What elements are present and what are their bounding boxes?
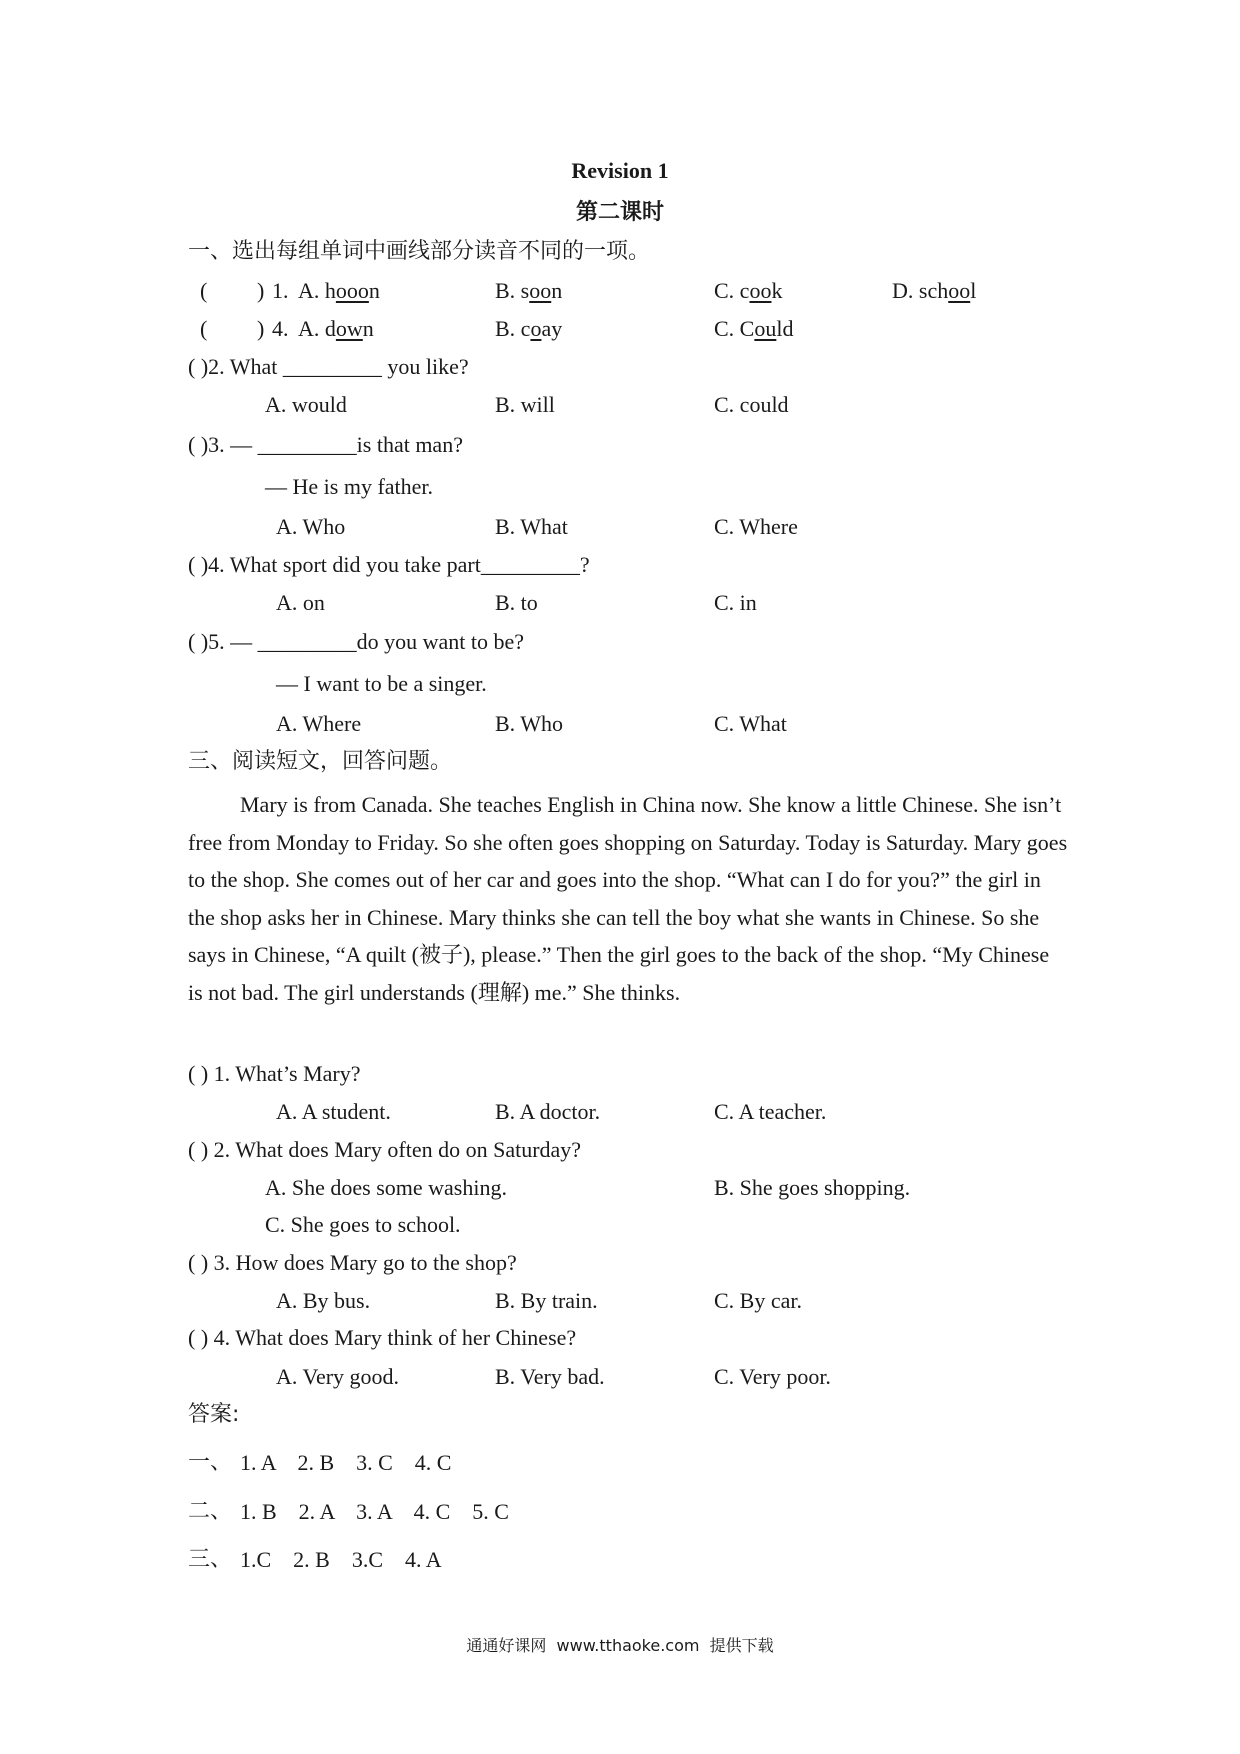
answer-paren-open: (: [200, 278, 208, 303]
option-a: A. She does some washing.: [265, 1175, 507, 1200]
question-text: ( ) 4. What does Mary think of her Chinese?: [188, 1325, 577, 1350]
option-b: B. Very bad.: [495, 1364, 605, 1389]
option-a: A. By bus.: [276, 1288, 371, 1313]
option-a: A. would: [265, 392, 347, 417]
option-b: B. will: [495, 392, 555, 417]
option-b: B. By train.: [495, 1288, 598, 1313]
question-text: ( ) 1. What’s Mary?: [188, 1061, 361, 1086]
answer-values: 1. B 2. A 3. A 4. C 5. C: [240, 1499, 509, 1524]
option-d: D. school: [892, 278, 977, 303]
question-text: ( )5. — _________do you want to be?: [188, 629, 525, 654]
option-b: B. soon: [495, 278, 563, 303]
option-c: C. Where: [714, 514, 798, 539]
question-dialogue: — I want to be a singer.: [276, 671, 487, 696]
answer-section-prefix: 二、: [188, 1499, 233, 1524]
question-number: 4.: [272, 316, 289, 341]
option-a: A. down: [298, 316, 374, 341]
option-b: B. Who: [495, 711, 564, 736]
option-b: B. She goes shopping.: [714, 1175, 911, 1200]
answer-values: 1. A 2. B 3. C 4. C: [240, 1450, 452, 1475]
option-c: C. By car.: [714, 1288, 802, 1313]
answer-values: 1.C 2. B 3.C 4. A: [240, 1547, 442, 1572]
option-c: C. What: [714, 711, 787, 736]
option-c: C. A teacher.: [714, 1099, 827, 1124]
question-text: ( ) 3. How does Mary go to the shop?: [188, 1250, 517, 1275]
page-subtitle: 第二课时: [575, 200, 664, 225]
option-c: C. cook: [714, 278, 783, 303]
option-a: A. Who: [276, 514, 346, 539]
option-a: A. Where: [276, 711, 362, 736]
option-b: B. coay: [495, 316, 563, 341]
page-title: Revision 1: [571, 158, 669, 183]
option-b: B. A doctor.: [495, 1099, 601, 1124]
question-text: ( ) 2. What does Mary often do on Saturday?: [188, 1137, 582, 1162]
page-footer: 通通好课网 www.tthaoke.com 提供下载: [466, 1636, 774, 1655]
section-3-heading: 三、阅读短文，回答问题。: [188, 749, 453, 774]
reading-passage: Mary is from Canada. She teaches English in China now. She know a little Chinese. She isn’t free from Monday to Friday. So she often goes shopping on Saturday. Today is Saturday. Mary goes to the shop. She comes out of her car and goes into the shop. “What can I do for you?” the girl in the shop asks her in Chinese. Mary thinks she can tell the boy what she wants in Chinese. So she says in Chinese, “A quilt (被子), please.” Then the girl goes to the back of the shop. “My Chinese is not bad. The girl understands (理解) me.” She thinks.: [188, 792, 1068, 1005]
option-c: C. could: [714, 392, 789, 417]
answer-section-prefix: 三、: [188, 1547, 233, 1572]
option-c: C. in: [714, 590, 757, 615]
answer-paren-close: ): [257, 278, 265, 303]
answer-paren-open: (: [200, 316, 208, 341]
question-dialogue: — He is my father.: [265, 474, 434, 499]
option-c: C. She goes to school.: [265, 1212, 461, 1237]
option-b: B. What: [495, 514, 568, 539]
option-a: A. on: [276, 590, 325, 615]
option-a: A. A student.: [276, 1099, 391, 1124]
option-a: A. hooon: [298, 278, 380, 303]
question-text: ( )2. What _________ you like?: [188, 354, 469, 379]
answer-paren-close: ): [257, 316, 265, 341]
option-c: C. Could: [714, 316, 794, 341]
section-1-heading: 一、选出每组单词中画线部分读音不同的一项。: [188, 239, 651, 264]
question-text: ( )4. What sport did you take part_________?: [188, 552, 590, 577]
option-c: C. Very poor.: [714, 1364, 831, 1389]
answers-label: 答案:: [188, 1402, 240, 1427]
option-a: A. Very good.: [276, 1364, 400, 1389]
answer-section-prefix: 一、: [188, 1450, 233, 1475]
option-b: B. to: [495, 590, 538, 615]
question-number: 1.: [272, 278, 289, 303]
question-text: ( )3. — _________is that man?: [188, 432, 463, 457]
